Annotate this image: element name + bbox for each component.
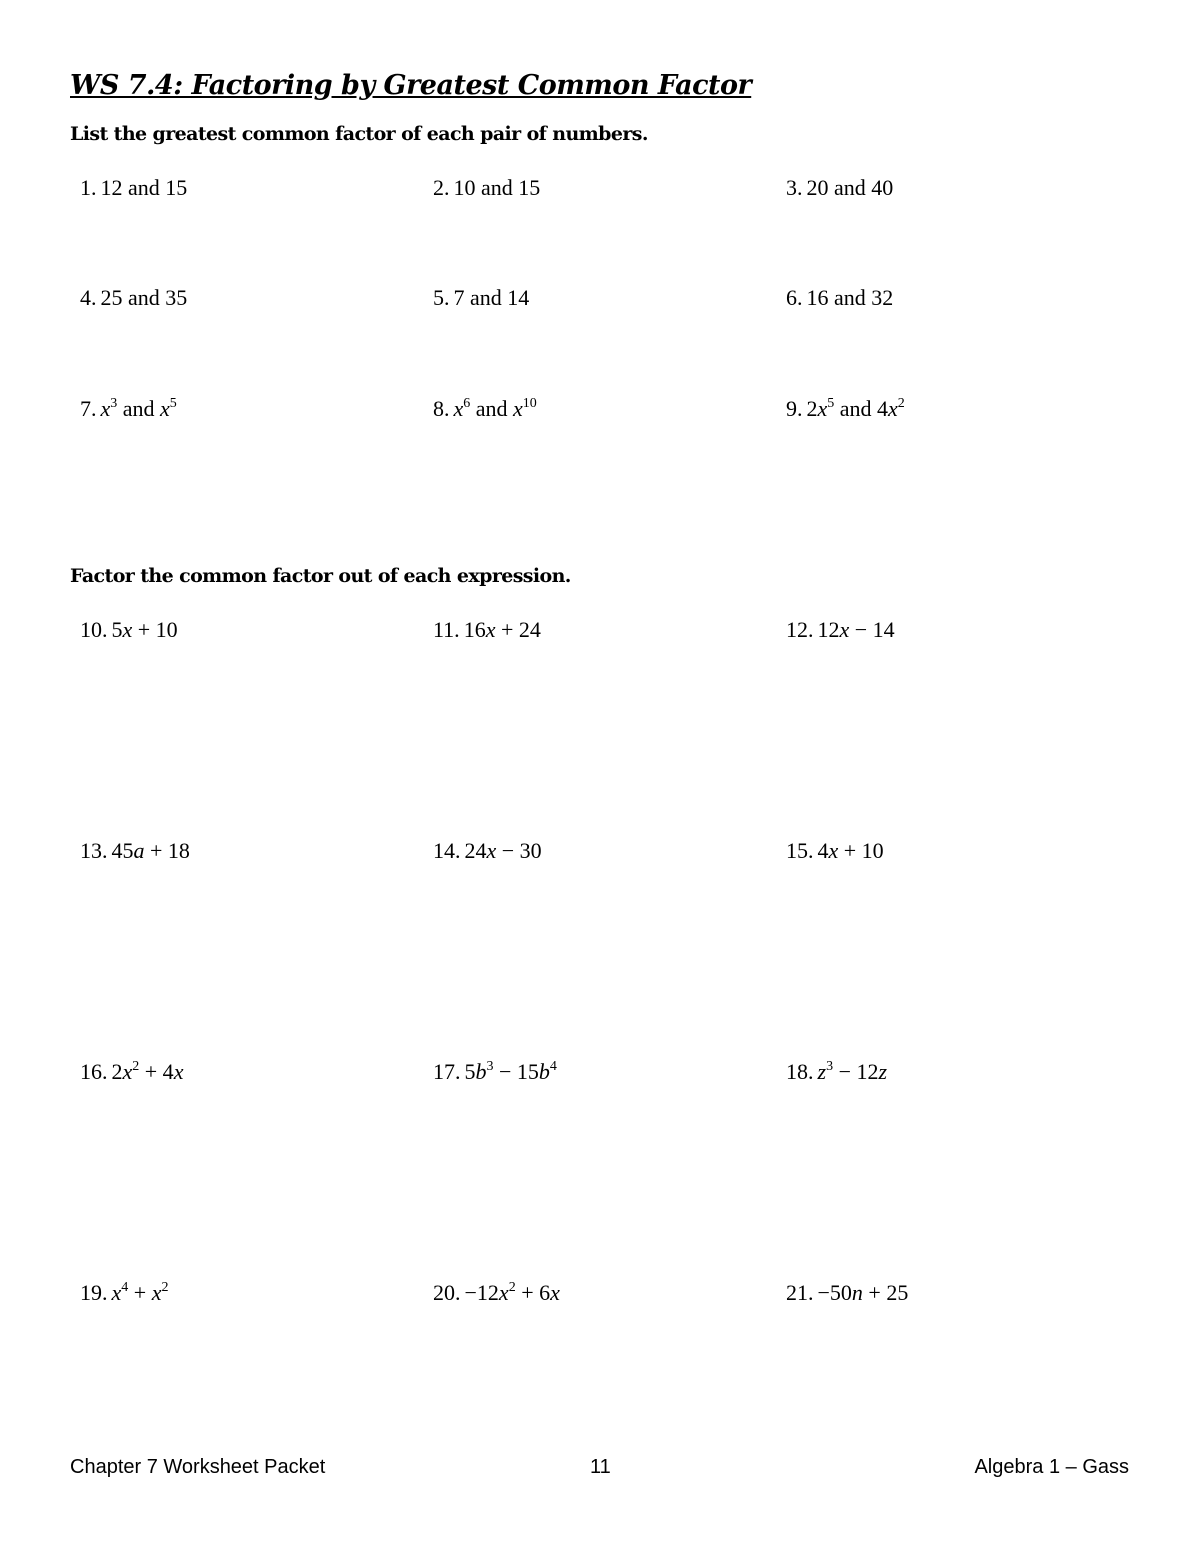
problem-number: 11. bbox=[433, 617, 460, 642]
problem-expression: −50n + 25 bbox=[817, 1280, 909, 1305]
problem-number: 7. bbox=[80, 396, 97, 421]
problem-expression: 16x + 24 bbox=[463, 617, 541, 642]
problem-number: 18. bbox=[786, 1059, 814, 1084]
problem-expression: $2x^2 + 4x$ bbox=[111, 1059, 184, 1084]
problem-5 bbox=[433, 285, 529, 311]
problem-17 bbox=[433, 1059, 557, 1085]
problem-11 bbox=[433, 617, 541, 643]
problem-expression: $2x^5$ and $4x^2$ bbox=[806, 396, 905, 421]
footer-right: Algebra 1 – Gass bbox=[974, 1456, 1129, 1478]
problem-3 bbox=[786, 175, 893, 201]
problem-20 bbox=[433, 1280, 560, 1306]
problem-expression: $5b^3 - 15b^4$ bbox=[464, 1059, 557, 1084]
problem-expression: $x^6$ and $x^{10}$ bbox=[453, 396, 537, 421]
problem-1 bbox=[80, 175, 187, 201]
problem-number: 6. bbox=[786, 285, 803, 310]
problem-number: 13. bbox=[80, 838, 108, 863]
problem-expression: 25 and 35 bbox=[100, 285, 188, 310]
section-heading-factor-out: Factor the common factor out of each expression. bbox=[70, 565, 571, 587]
problem-18 bbox=[786, 1059, 887, 1085]
problem-expression: 12x − 14 bbox=[817, 617, 895, 642]
problem-expression: 7 and 14 bbox=[453, 285, 530, 310]
problem-16 bbox=[80, 1059, 183, 1085]
problem-number: 3. bbox=[786, 175, 803, 200]
footer-left: Chapter 7 Worksheet Packet bbox=[70, 1456, 326, 1478]
problem-expression: 4x + 10 bbox=[817, 838, 884, 863]
problem-number: 21. bbox=[786, 1280, 814, 1305]
problem-9 bbox=[786, 396, 905, 422]
problem-number: 2. bbox=[433, 175, 450, 200]
problem-19 bbox=[80, 1280, 168, 1306]
problem-number: 1. bbox=[80, 175, 97, 200]
problem-number: 10. bbox=[80, 617, 108, 642]
problem-number: 9. bbox=[786, 396, 803, 421]
problem-10 bbox=[80, 617, 178, 643]
problem-expression: $x^3$ and $x^5$ bbox=[100, 396, 177, 421]
problem-number: 19. bbox=[80, 1280, 108, 1305]
problem-number: 16. bbox=[80, 1059, 108, 1084]
problem-number: 20. bbox=[433, 1280, 461, 1305]
problem-expression: $-12x^2 + 6x$ bbox=[464, 1280, 560, 1305]
problem-expression: 10 and 15 bbox=[453, 175, 541, 200]
problem-8 bbox=[433, 396, 537, 422]
problem-expression: $x^4 + x^2$ bbox=[111, 1280, 169, 1305]
problem-15 bbox=[786, 838, 884, 864]
page-number: 11 bbox=[590, 1456, 611, 1478]
problem-number: 8. bbox=[433, 396, 450, 421]
problem-expression: 12 and 15 bbox=[100, 175, 188, 200]
problem-number: 15. bbox=[786, 838, 814, 863]
problem-14 bbox=[433, 838, 542, 864]
section-heading-gcf-numbers: List the greatest common factor of each pair of numbers. bbox=[70, 123, 648, 145]
problem-expression: $z^3 - 12z$ bbox=[817, 1059, 888, 1084]
problem-number: 12. bbox=[786, 617, 814, 642]
problem-7 bbox=[80, 396, 177, 422]
problem-2 bbox=[433, 175, 540, 201]
problem-number: 5. bbox=[433, 285, 450, 310]
problem-expression: 20 and 40 bbox=[806, 175, 894, 200]
problem-12 bbox=[786, 617, 895, 643]
page-title: WS 7.4: Factoring by Greatest Common Factor bbox=[70, 70, 752, 101]
problem-13 bbox=[80, 838, 190, 864]
problem-number: 4. bbox=[80, 285, 97, 310]
problem-number: 17. bbox=[433, 1059, 461, 1084]
problem-expression: 24x − 30 bbox=[464, 838, 542, 863]
problem-expression: 5x + 10 bbox=[111, 617, 178, 642]
problem-4 bbox=[80, 285, 187, 311]
problem-number: 14. bbox=[433, 838, 461, 863]
problem-expression: 16 and 32 bbox=[806, 285, 894, 310]
problem-6 bbox=[786, 285, 893, 311]
problem-21 bbox=[786, 1280, 908, 1306]
problem-expression: 45a + 18 bbox=[111, 838, 190, 863]
